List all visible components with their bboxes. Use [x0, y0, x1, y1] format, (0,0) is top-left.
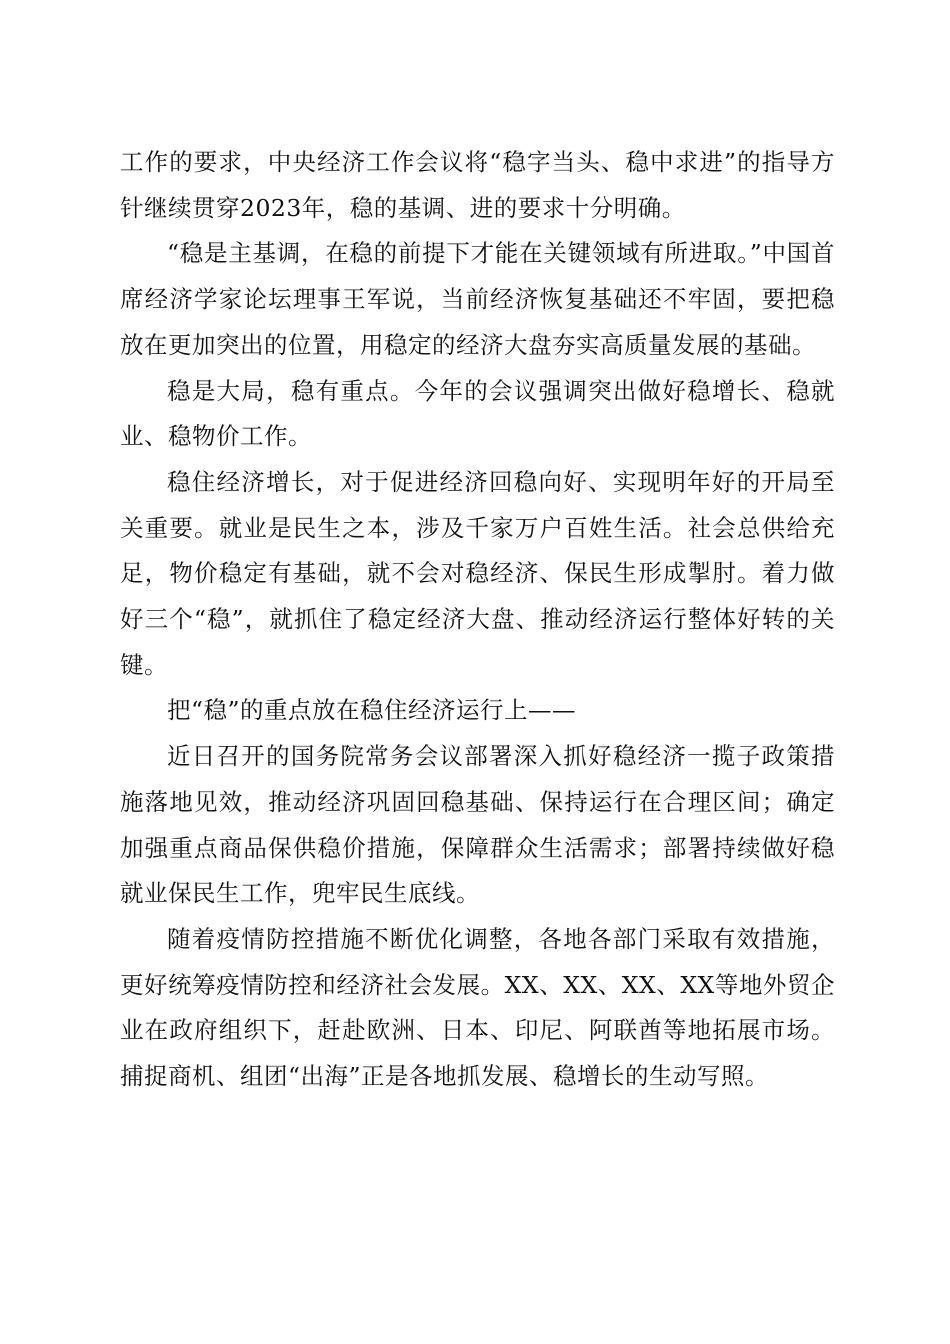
- paragraph-continuation: 工作的要求，中央经济工作会议将“稳字当头、稳中求进”的指导方针继续贯穿2023年，稳的基调、进的要求十分明确。: [120, 148, 835, 222]
- paragraph-foreign-trade: 随着疫情防控措施不断优化调整，各地各部门采取有效措施，更好统筹疫情防控和经济社会发展。XX、XX、XX、XX等地外贸企业在政府组织下，赶赴欧洲、日本、印尼、阿联酋等地拓展市场。捕捉商机、组团“出海”正是各地抓发展、稳增长的生动写照。: [120, 924, 835, 1091]
- paragraph-state-council: 近日召开的国务院常务会议部署深入抓好稳经济一揽子政策措施落地见效，推动经济巩固回稳基础、保持运行在合理区间；确定加强重点商品保供稳价措施，保障群众生活需求；部署持续做好稳就业保民生工作，兜牢民生底线。: [120, 742, 835, 908]
- paragraph-stability-focus: 稳是大局，稳有重点。今年的会议强调突出做好稳增长、稳就业、稳物价工作。: [120, 376, 835, 451]
- paragraph-economic-growth: 稳住经济增长，对于促进经济回稳向好、实现明年好的开局至关重要。就业是民生之本，涉及千家万户百姓生活。社会总供给充足，物价稳定有基础，就不会对稳经济、保民生形成掣肘。着力做好三个“稳”，就抓住了稳定经济大盘、推动经济运行整体好转的关键。: [120, 467, 835, 679]
- document-body: [120, 140, 835, 1100]
- paragraph-quote-wang-jun: “稳是主基调，在稳的前提下才能在关键领域有所进取。”中国首席经济学家论坛理事王军说，当前经济恢复基础还不牢固，要把稳放在更加突出的位置，用稳定的经济大盘夯实高质量发展的基础。: [120, 239, 835, 359]
- paragraph-subheading: 把“稳”的重点放在稳住经济运行上——: [167, 696, 577, 725]
